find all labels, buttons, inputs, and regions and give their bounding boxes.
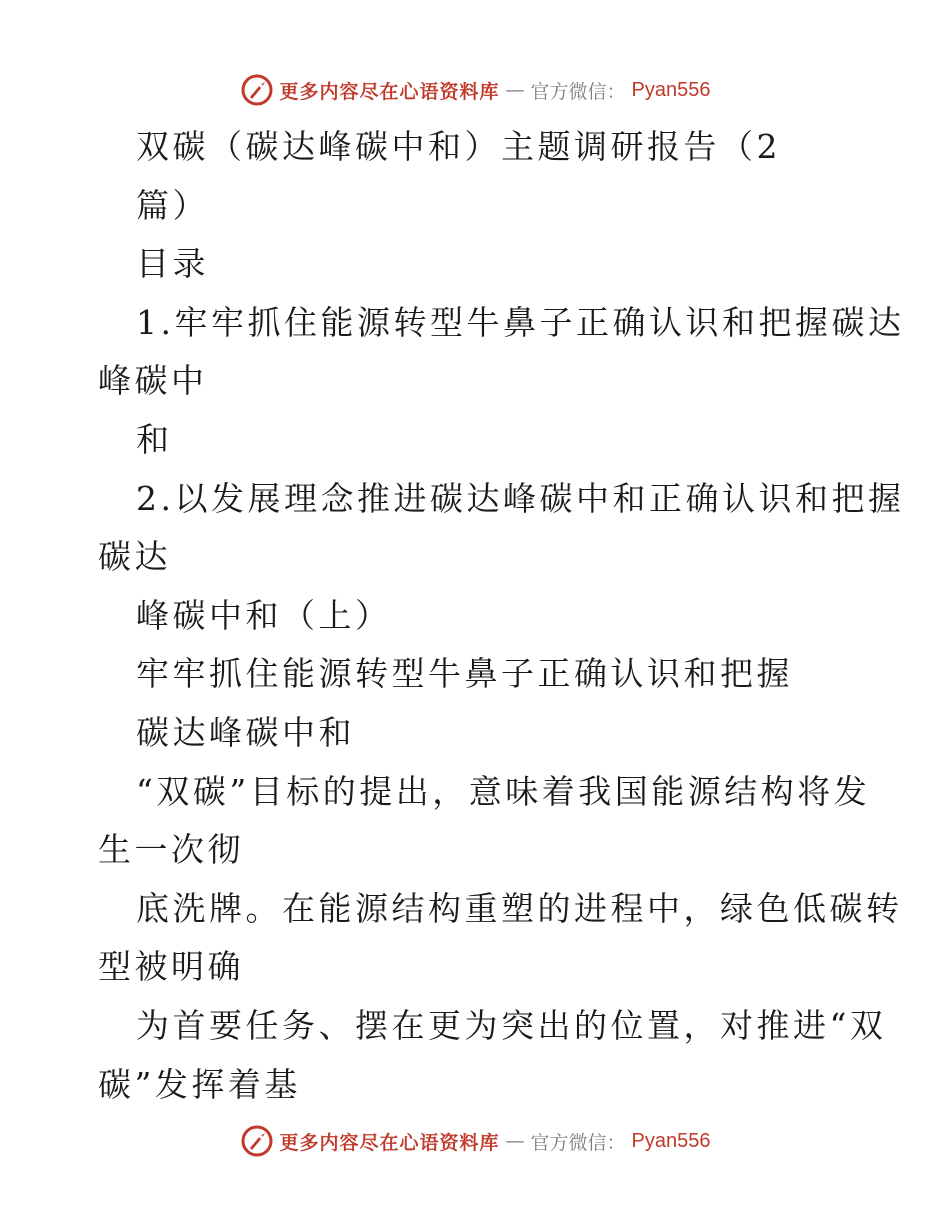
watermark-separator: —: [505, 79, 525, 101]
pen-nib-circle-icon: [240, 73, 274, 107]
toc-item-2-line-3: 峰碳中和（上）: [136, 595, 392, 635]
watermark-sub-text: 官方微信：: [530, 80, 626, 103]
section-heading-line-2: 碳达峰碳中和: [136, 712, 355, 752]
watermark-main-text: 更多内容尽在心语资料库: [279, 1131, 500, 1154]
toc-heading: 目录: [136, 244, 209, 284]
paragraph-line: “双碳”目标的提出，意味着我国能源结构将发: [136, 771, 871, 811]
watermark-wechat-id: Pyan556: [631, 78, 711, 101]
pen-nib-circle-icon: [240, 1124, 274, 1158]
watermark-separator: —: [505, 1130, 525, 1152]
section-heading-line-1: 牢牢抓住能源转型牛鼻子正确认识和把握: [136, 654, 793, 694]
paragraph-line: 碳”发挥着基: [98, 1064, 301, 1104]
paragraph-line: 底洗牌。在能源结构重塑的进程中，绿色低碳转: [136, 888, 903, 928]
watermark-sub-text: 官方微信：: [530, 1131, 626, 1154]
watermark-banner-top: [0, 70, 950, 110]
watermark-wechat-id: Pyan556: [631, 1129, 711, 1152]
toc-item-2-line-1: 2.以发展理念推进碳达峰碳中和正确认识和把握: [136, 478, 905, 518]
paragraph-line: 型被明确: [98, 947, 244, 987]
toc-item-1-line-2: 峰碳中: [98, 361, 208, 401]
document-title-line-1: 双碳（碳达峰碳中和）主题调研报告（2: [136, 127, 781, 166]
document-body: [98, 118, 905, 1114]
paragraph-line: 生一次彻: [98, 830, 244, 870]
paragraph-line: 为首要任务、摆在更为突出的位置，对推进“双: [136, 1005, 887, 1045]
toc-item-1-line-3: 和: [136, 419, 173, 459]
watermark-banner-bottom: [0, 1121, 950, 1161]
toc-item-1-line-1: 1.牢牢抓住能源转型牛鼻子正确认识和把握碳达: [136, 302, 905, 342]
toc-item-2-line-2: 碳达: [98, 537, 171, 577]
watermark-main-text: 更多内容尽在心语资料库: [279, 80, 500, 103]
document-title-line-2: 篇）: [136, 185, 209, 225]
